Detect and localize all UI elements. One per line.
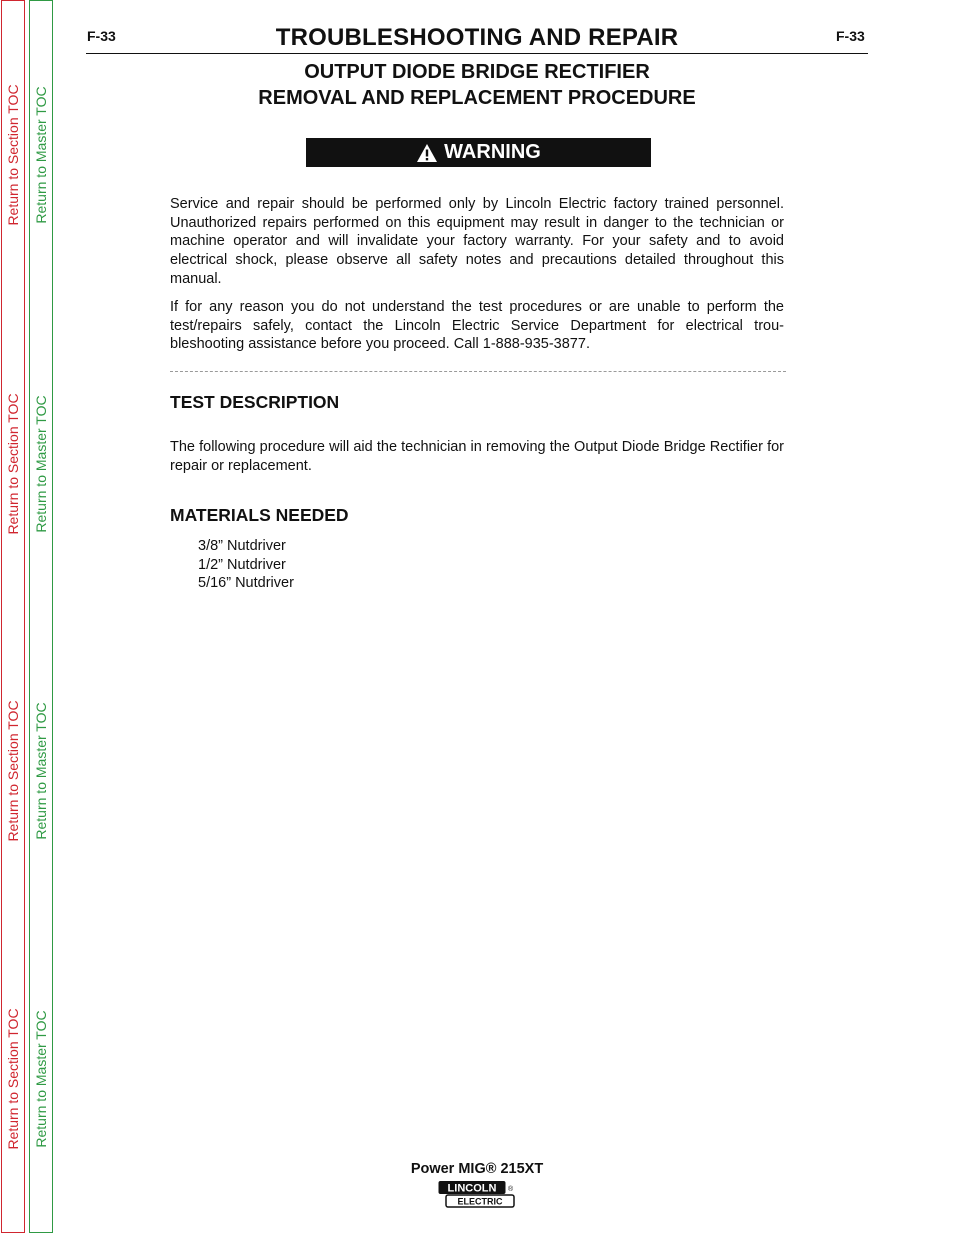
contact-paragraph: If for any reason you do not understand the test procedures or are unable to perform the test/repairs safely, contact the Lincoln Electric Service Department for electrical trou-bleshooting assistance before you proceed. Call 1-888-935-3877. [170,299,784,353]
return-to-section-toc-link[interactable]: Return to Section TOC [5,393,21,535]
warning-banner [306,138,651,167]
warning-triangle-icon [416,143,438,163]
return-to-master-toc-link[interactable]: Return to Master TOC [33,702,49,840]
return-to-master-toc-link[interactable]: Return to Master TOC [33,395,49,533]
return-to-section-toc-link[interactable]: Return to Section TOC [5,1008,21,1150]
materials-needed-heading: MATERIALS NEEDED [170,505,349,525]
list-item: 3/8” Nutdriver [198,538,286,554]
procedure-title-line2: REMOVAL AND REPLACEMENT PROCEDURE [258,87,696,109]
materials-list [198,537,294,593]
page-title: TROUBLESHOOTING AND REPAIR [275,24,679,51]
return-to-master-toc-link[interactable]: Return to Master TOC [33,1010,49,1148]
procedure-title-line1: OUTPUT DIODE BRIDGE RECTIFIER [304,61,650,83]
test-description-heading: TEST DESCRIPTION [170,392,340,412]
model-name: Power MIG® 215XT [410,1161,544,1177]
logo-text-top: LINCOLN [447,1182,497,1195]
list-item: 5/16” Nutdriver [198,575,294,592]
logo-text-bottom: ELECTRIC [457,1196,503,1207]
logo-registered-mark: ® [508,1186,514,1193]
return-to-section-toc-link[interactable]: Return to Section TOC [5,700,21,842]
section-divider [170,371,786,372]
return-to-master-toc-link[interactable]: Return to Master TOC [33,86,49,224]
safety-paragraph: Service and repair should be performed only by Lincoln Electric factory trained personnel. Unauthorized repairs performed on this equipment may result in danger to the technician or machine operator and will invalidate your factory warranty. For your safety and to avoid electrical shock, please observe all safety notes and precautions detailed throughout this manual. [170,196,784,287]
section-toc-bar [1,0,25,1233]
header-divider [86,53,868,54]
test-description-text: The following procedure will aid the technician in removing the Output Diode Bridge Rectifier for repair or replacement. [170,439,784,474]
page-number-right: F-33 [836,28,865,44]
return-to-section-toc-link[interactable]: Return to Section TOC [5,84,21,226]
master-toc-bar [29,0,53,1233]
page-number-left: F-33 [87,28,116,44]
lincoln-electric-logo [438,1180,516,1208]
warning-label: WARNING [444,141,541,163]
list-item: 1/2” Nutdriver [198,556,286,573]
